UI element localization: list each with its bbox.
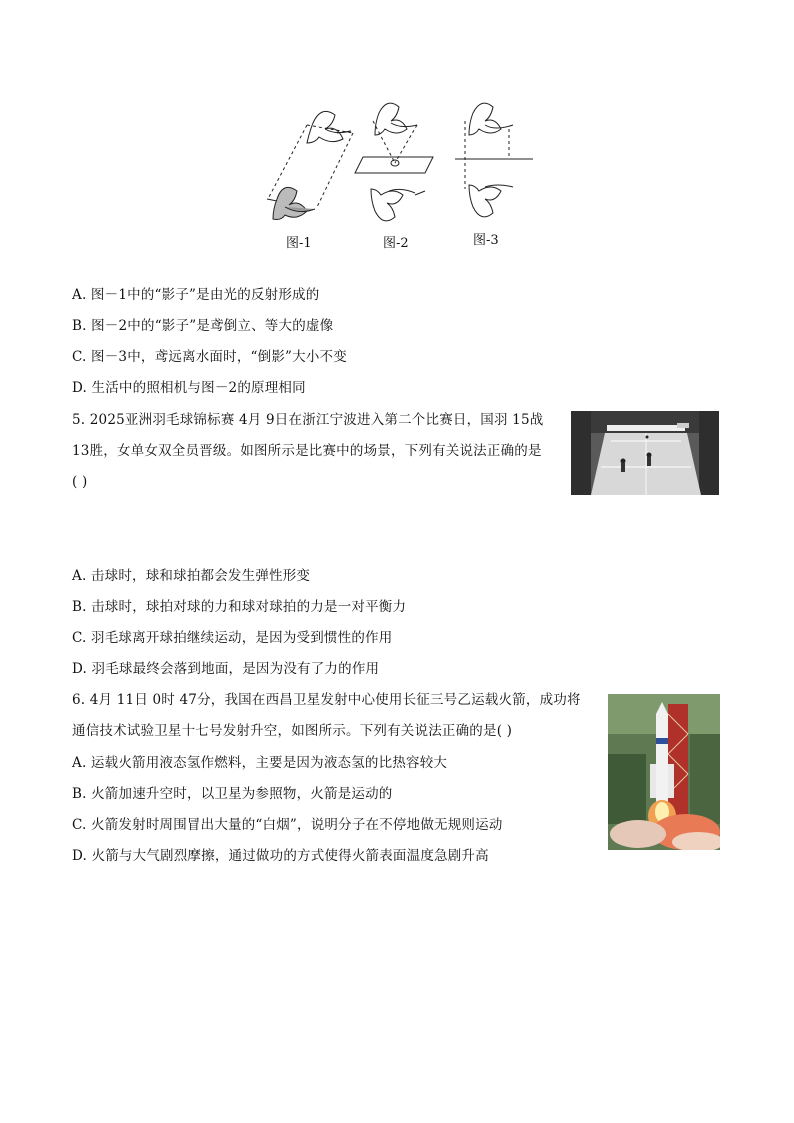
q5-option-a: A. 击球时，球和球拍都会发生弹性形变 bbox=[72, 568, 311, 584]
figure-3-drawing bbox=[455, 103, 533, 217]
q4-option-d: D. 生活中的照相机与图－2的原理相同 bbox=[72, 380, 306, 396]
q6-stem-line-2: 通信技术试验卫星十七号发射升空，如图所示。下列有关说法正确的是( ) bbox=[72, 723, 513, 739]
figure-2-caption: 图-2 bbox=[383, 236, 409, 251]
q5-option-d: D. 羽毛球最终会落到地面，是因为没有了力的作用 bbox=[72, 661, 380, 677]
figure-1-drawing bbox=[267, 111, 353, 219]
optics-figures bbox=[255, 95, 540, 255]
q4-option-b: B. 图－2中的“影子”是鸢倒立、等大的虚像 bbox=[72, 318, 334, 334]
q5-option-b: B. 击球时，球拍对球的力和球对球拍的力是一对平衡力 bbox=[72, 599, 407, 615]
q6-stem-line-1: 6. 4月 11日 0时 47分，我国在西昌卫星发射中心使用长征三号乙运载火箭，成功将 bbox=[72, 692, 581, 708]
optics-diagram-svg bbox=[255, 95, 540, 255]
q4-option-a: A. 图－1中的“影子”是由光的反射形成的 bbox=[72, 287, 320, 303]
q6-option-c: C. 火箭发射时周围冒出大量的“白烟”，说明分子在不停地做无规则运动 bbox=[72, 817, 503, 833]
figure-3-caption: 图-3 bbox=[473, 233, 499, 248]
rocket-photo-svg bbox=[608, 694, 720, 850]
q4-option-c: C. 图－3中，鸢远离水面时，“倒影”大小不变 bbox=[72, 349, 347, 365]
q5-stem-line-1: 5. 2025亚洲羽毛球锦标赛 4月 9日在浙江宁波进入第二个比赛日，国羽 15战 bbox=[72, 412, 544, 428]
badminton-match-photo bbox=[571, 411, 719, 495]
figure-2-drawing bbox=[355, 103, 433, 221]
q5-stem-line-3: ( ) bbox=[72, 474, 88, 490]
q6-option-d: D. 火箭与大气剧烈摩擦，通过做功的方式使得火箭表面温度急剧升高 bbox=[72, 848, 489, 864]
q5-option-c: C. 羽毛球离开球拍继续运动，是因为受到惯性的作用 bbox=[72, 630, 393, 646]
rocket-launch-photo bbox=[608, 694, 720, 850]
q5-stem-line-2: 13胜，女单女双全员晋级。如图所示是比赛中的场景，下列有关说法正确的是 bbox=[72, 443, 542, 459]
figure-1-caption: 图-1 bbox=[286, 236, 312, 251]
badminton-photo-svg bbox=[571, 411, 719, 495]
q6-option-a: A. 运载火箭用液态氢作燃料，主要是因为液态氢的比热容较大 bbox=[72, 755, 448, 771]
q6-option-b: B. 火箭加速升空时，以卫星为参照物，火箭是运动的 bbox=[72, 786, 393, 802]
